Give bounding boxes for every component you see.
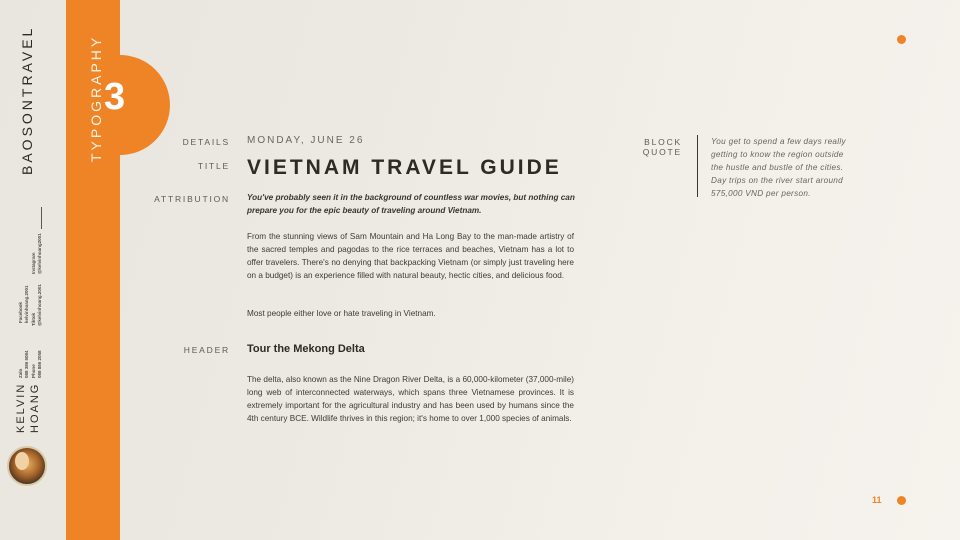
quote-bar: [697, 135, 698, 197]
section-header: Tour the Mekong Delta: [247, 343, 365, 355]
paragraph-love-hate: Most people either love or hate traveling in Vietnam.: [247, 309, 436, 318]
paragraph-mekong: The delta, also known as the Nine Dragon River Delta, is a 60,000-kilometer (37,000-mile) long web of interconnected waterways, which spans three Vietnamese provinces. It is extremely important for the agricultural industry and has been used by humans since the 4th century BCE. Wildlife thrives in this region; it's home to over 1,000 species of animals.: [247, 375, 574, 423]
author-name: [14, 383, 42, 433]
avatar-face: [15, 452, 29, 470]
section-label: TYPOGRAPHY: [88, 34, 104, 162]
author-first: KELVIN: [15, 382, 27, 433]
contact-label: Phone: [31, 364, 36, 378]
label-header: HEADER: [183, 345, 230, 355]
contact-value: @kelvinhoang2001: [37, 233, 42, 274]
label-block-quote: BLOCK QUOTE: [642, 137, 682, 157]
contact-label: Tiktok: [31, 312, 36, 326]
contact-label: Facebook: [18, 301, 23, 323]
contact-label: Instagram: [31, 252, 36, 274]
author-last: HOANG: [29, 382, 41, 433]
contact-instagram: [31, 233, 43, 274]
contact-zalo: [18, 350, 30, 378]
contact-value: 088 886 2058: [37, 350, 42, 378]
accent-dot-top: [897, 35, 906, 44]
article-attribution: You've probably seen it in the background of countless war movies, but nothing can prepare you for the epic beauty of traveling around Vietnam.: [247, 193, 575, 215]
label-details: DETAILS: [182, 137, 230, 147]
brand-name: BAOSONTRAVEL: [19, 25, 35, 175]
accent-dot-bottom: [897, 496, 906, 505]
contact-phone: [31, 350, 43, 378]
page-number: 11: [872, 495, 882, 505]
contact-value: @kelvinhoang.2001: [37, 284, 42, 326]
section-number: 3: [104, 76, 126, 118]
article-title: VIETNAM TRAVEL GUIDE: [247, 156, 562, 179]
contact-value: 088 386 5084: [24, 350, 29, 378]
paragraph-intro: From the stunning views of Sam Mountain and Ha Long Bay to the man-made artistry of the sacred temples and pagodas to the rice terraces and beaches, Vietnam has a lot to offer travelers. There's no denying that backpacking Vietnam (or simply just traveling here on a budget) is an experience filled with natural beauty, hectic cities, and delicious food.: [247, 232, 574, 280]
contact-facebook: [18, 285, 30, 323]
label-title: TITLE: [197, 161, 230, 171]
article-date: MONDAY, JUNE 26: [247, 135, 365, 146]
block-quote: You get to spend a few days really getting to know the region outside the hustle and bustle of the cities. Day trips on the river start around 575,000 VND per person.: [711, 137, 846, 198]
sidebar-divider: [41, 207, 42, 229]
label-attribution: ATTRIBUTION: [154, 194, 230, 204]
contact-value: kelvinhoang.2001: [24, 285, 29, 323]
contact-label: Zalo: [18, 368, 23, 378]
contact-tiktok: [31, 284, 43, 326]
